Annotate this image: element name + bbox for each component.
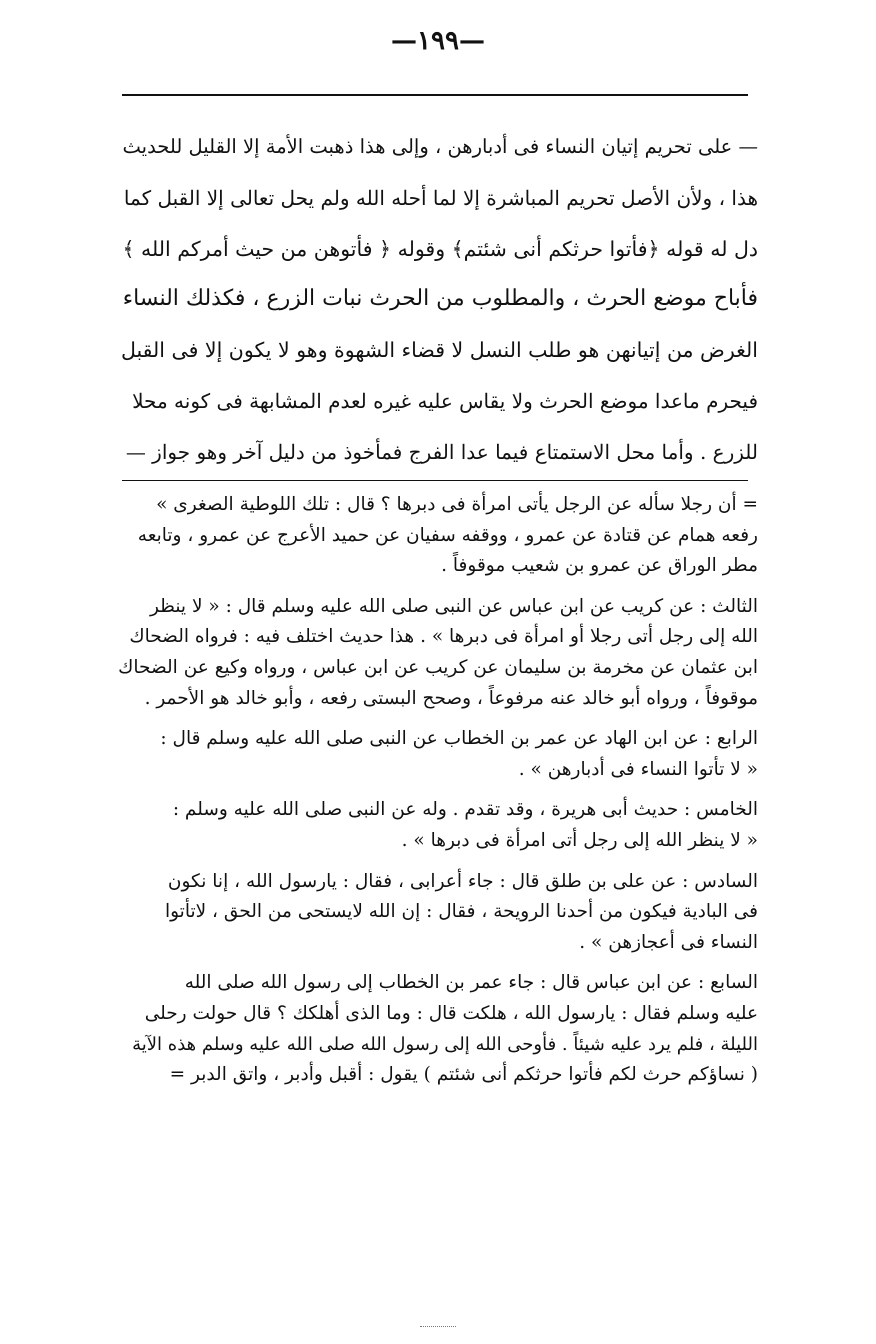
footnote-gap [118, 958, 758, 968]
footnote-paragraph [118, 490, 758, 582]
footnote-line: الثالث : عن كريب عن ابن عباس عن النبى صلى الله عليه وسلم قال : « لا ينظر [149, 595, 758, 617]
main-text-line: دل له قوله ﴿فأتوا حرثكم أنى شئتم﴾ وقوله ﴿ فأتوهن من حيث أمركم الله ﴾ [122, 236, 758, 261]
footnote-paragraph [118, 724, 758, 785]
main-text-line: الغرض من إتيانهن هو طلب النسل لا قضاء الشهوة وهو لا يكون إلا فى القبل [120, 338, 758, 363]
footnote-line: الرابع : عن ابن الهاد عن عمر بن الخطاب عن النبى صلى الله عليه وسلم قال : [160, 728, 758, 750]
footnote-paragraph [118, 592, 758, 714]
footnote-line: السادس : عن على بن طلق قال : جاء أعرابى ، فقال : يارسول الله ، إنا نكون [167, 870, 758, 892]
footnote-line: « لا ينظر الله إلى رجل أتى امرأة فى دبرها » . [401, 829, 758, 851]
footnote-line: ( نساؤكم حرث لكم فأتوا حرثكم أنى شئتم ) يقول : أقبل وأدبر ، واتق الدبر = [169, 1064, 758, 1086]
main-text [118, 122, 758, 478]
footnote-line: رفعه همام عن قتادة عن عمرو ، ووقفه سفيان عن حميد الأعرج عن عمرو ، وتابعه [137, 524, 758, 546]
footnote-line: الله إلى رجل أتى رجلا أو امرأة فى دبرها » . هذا حديث اختلف فيه : فرواه الضحاك [129, 626, 758, 648]
footnote-gap [118, 857, 758, 867]
footnote-line: ابن عثمان عن مخرمة بن سليمان عن كريب عن ابن عباس ، ورواه وكيع عن الضحاك [118, 656, 758, 678]
footnote-rule [122, 480, 748, 481]
footnote-line: موقوفاً ، ورواه أبو خالد عنه مرفوعاً ، وصحح البستى رفعه ، وأبو خالد هو الأحمر . [144, 687, 758, 709]
footnote-line: الخامس : حديث أبى هريرة ، وقد تقدم . وله عن النبى صلى الله عليه وسلم : [172, 799, 758, 821]
main-text-line: فيحرم ماعدا موضع الحرث ولا يقاس عليه غيره لعدم المشابهة فى كونه محلا [132, 388, 758, 413]
main-text-line: فأباح موضع الحرث ، والمطلوب من الحرث نبات الزرع ، فكذلك النساء [122, 286, 758, 312]
page-footer-mark [420, 1326, 456, 1327]
footnotes [118, 490, 758, 1091]
footnote-line: مطر الوراق عن عمرو بن شعيب موقوفاً . [441, 555, 758, 577]
header-rule [122, 94, 748, 96]
footnote-line: النساء فى أعجازهن » . [579, 931, 758, 953]
footnote-line: السابع : عن ابن عباس قال : جاء عمر بن الخطاب إلى رسول الله صلى الله [184, 972, 758, 994]
footnote-line: « لا تأتوا النساء فى أدبارهن » . [518, 758, 758, 780]
footnote-paragraph [118, 795, 758, 856]
main-text-line: هذا ، ولأن الأصل تحريم المباشرة إلا لما أحله الله ولم يحل تعالى إلا القبل كما [123, 185, 758, 210]
page-number: —١٩٩— [391, 26, 485, 56]
main-text-line: للزرع . وأما محل الاستمتاع فيما عدا الفرج فمأخوذ من دليل آخر وهو جواز — [125, 439, 758, 464]
footnote-line: = أن رجلا سأله عن الرجل يأتى امرأة فى دبرها ؟ قال : تلك اللوطية الصغرى » [156, 494, 758, 515]
footnote-paragraph [118, 867, 758, 959]
footnote-line: عليه وسلم فقال : يارسول الله ، هلكت قال : وما الذى أهلكك ؟ قال حولت رحلى [144, 1002, 758, 1024]
main-text-line: — على تحريم إتيان النساء فى أدبارهن ، وإلى هذا ذهبت الأمة إلا القليل للحديث [122, 135, 758, 158]
footnote-gap [118, 582, 758, 592]
footnote-gap [118, 714, 758, 724]
footnote-line: الليلة ، فلم يرد عليه شيئاً . فأوحى الله إلى رسول الله صلى الله عليه وسلم هذه الآية [132, 1033, 758, 1055]
footnote-paragraph [118, 968, 758, 1090]
footnote-line: فى البادية فيكون من أحدنا الرويحة ، فقال : إن الله لايستحى من الحق ، لاتأتوا [164, 901, 758, 923]
footnote-gap [118, 785, 758, 795]
